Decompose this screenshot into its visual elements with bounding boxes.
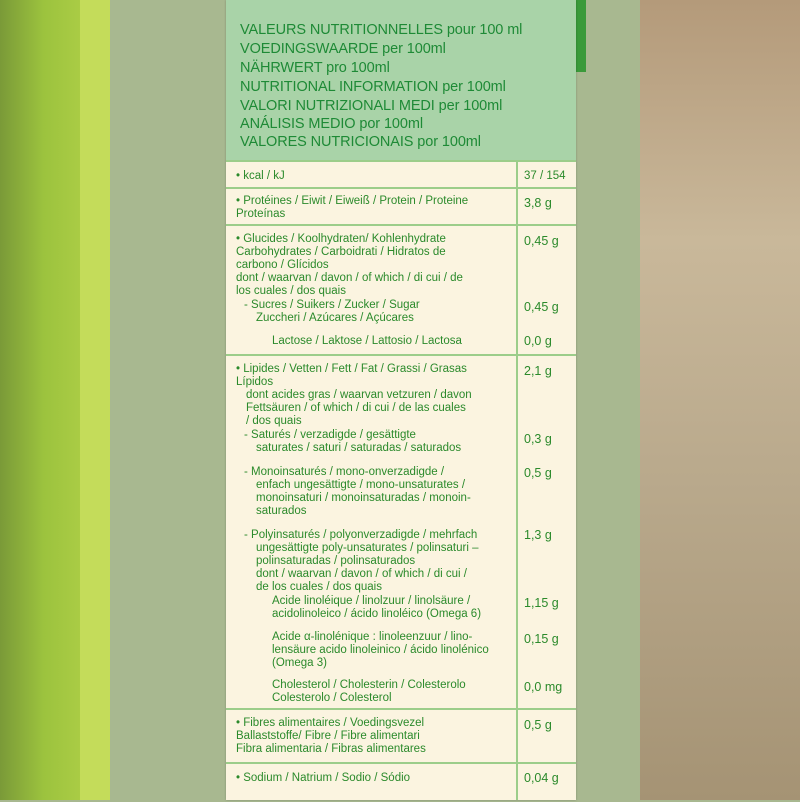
saturated-value: 0,3 g (524, 432, 552, 446)
energy-value: 37 / 154 (524, 170, 566, 182)
header-line-pt: VALORES NUTRICIONAIS por 100ml (240, 134, 481, 150)
header-line-en: NUTRITIONAL INFORMATION per 100ml (240, 79, 506, 95)
sugars-line-1: - Sucres / Suikers / Zucker / Sugar (244, 299, 420, 311)
protein-row (226, 187, 576, 227)
protein-line-2: Proteínas (236, 208, 286, 220)
poly-line-1: - Polyinsaturés / polyonverzadigde / mehrfach (244, 529, 478, 541)
fibre-row (226, 708, 576, 764)
carbs-value: 0,45 g (524, 234, 559, 248)
fibre-line-3: Fibra alimentaria / Fibras alimentares (236, 743, 426, 755)
mono-line-4: saturados (256, 505, 307, 517)
linoleic-line-1: Acide linoléique / linolzuur / linolsäure / (272, 595, 471, 607)
fat-line-4: Fettsäuren / of which / di cui / de las cuales (246, 402, 466, 414)
poly-line-4: dont / waarvan / davon / of which / di cui / (256, 568, 467, 580)
sugars-value: 0,45 g (524, 300, 559, 314)
carbs-line-4: dont / waarvan / davon / of which / di cui / de (236, 272, 463, 284)
fat-line-5: / dos quais (246, 415, 302, 427)
poly-line-2: ungesättigte poly-unsaturates / polinsaturi – (256, 542, 479, 554)
cholesterol-line-2: Colesterolo / Colesterol (272, 692, 392, 704)
protein-line-1: • Protéines / Eiwit / Eiweiß / Protein / Proteine (236, 195, 469, 207)
linoleic-value: 1,15 g (524, 596, 559, 610)
energy-label: • kcal / kJ (236, 170, 285, 182)
alpha-line-3: (Omega 3) (272, 657, 327, 669)
carbs-line-3: carbono / Glícidos (236, 259, 329, 271)
background-left-green (0, 0, 110, 800)
cholesterol-line-1: Cholesterol / Cholesterin / Colesterolo (272, 679, 466, 691)
fat-line-3: dont acides gras / waarvan vetzuren / davon (246, 389, 472, 401)
header-line-fr: VALEURS NUTRITIONNELLES pour 100 ml (240, 22, 523, 38)
fat-line-2: Lípidos (236, 376, 274, 388)
header-line-nl: VOEDINGSWAARDE per 100ml (240, 41, 446, 57)
header-line-es: ANÁLISIS MEDIO por 100ml (240, 116, 423, 132)
fat-value: 2,1 g (524, 364, 552, 378)
carbs-row (226, 224, 576, 356)
sodium-row (226, 762, 576, 802)
carbs-line-5: los cuales / dos quais (236, 285, 346, 297)
nutrition-header (226, 0, 576, 160)
mono-line-2: enfach ungesättigte / mono-unsaturates / (256, 479, 466, 491)
nutrition-label (226, 0, 576, 800)
carbs-line-2: Carbohydrates / Carboidrati / Hidratos de (236, 246, 446, 258)
cholesterol-value: 0,0 mg (524, 680, 563, 694)
sodium-value: 0,04 g (524, 771, 559, 785)
sugars-line-2: Zuccheri / Azúcares / Açúcares (256, 312, 414, 324)
saturated-line-2: saturates / saturi / saturadas / saturados (256, 442, 462, 454)
mono-line-1: - Monoinsaturés / mono-onverzadigde / (244, 466, 445, 478)
lactose-value: 0,0 g (524, 334, 552, 348)
fibre-line-1: • Fibres alimentaires / Voedingsvezel (236, 717, 425, 729)
fibre-value: 0,5 g (524, 718, 552, 732)
linoleic-line-2: acidolinoleico / ácido linoléico (Omega 6) (272, 608, 482, 620)
fat-row (226, 354, 576, 708)
header-line-de: NÄHRWERT pro 100ml (240, 60, 390, 76)
alpha-value: 0,15 g (524, 632, 559, 646)
protein-value: 3,8 g (524, 196, 552, 210)
mono-line-3: monoinsaturi / monoinsaturadas / monoin- (256, 492, 471, 504)
background-right-carton (640, 0, 800, 800)
fat-line-1: • Lipides / Vetten / Fett / Fat / Grassi / Grasas (236, 363, 467, 375)
poly-line-5: de los cuales / dos quais (256, 581, 382, 593)
energy-row (226, 160, 576, 188)
carbs-line-1: • Glucides / Koolhydraten/ Kohlenhydrate (236, 233, 446, 245)
saturated-line-1: - Saturés / verzadigde / gesättigte (244, 429, 416, 441)
sodium-label: • Sodium / Natrium / Sodio / Sódio (236, 772, 411, 784)
poly-line-3: polinsaturadas / polinsaturados (256, 555, 416, 567)
mono-value: 0,5 g (524, 466, 552, 480)
header-line-it: VALORI NUTRIZIONALI MEDI per 100ml (240, 98, 503, 114)
fibre-line-2: Ballaststoffe/ Fibre / Fibre alimentari (236, 730, 420, 742)
lactose-label: Lactose / Laktose / Lattosio / Lactosa (272, 335, 462, 347)
alpha-line-2: lensäure acido linoleinico / ácido linolénico (272, 644, 489, 656)
alpha-line-1: Acide α-linolénique : linoleenzuur / lino- (272, 631, 473, 643)
poly-value: 1,3 g (524, 528, 552, 542)
